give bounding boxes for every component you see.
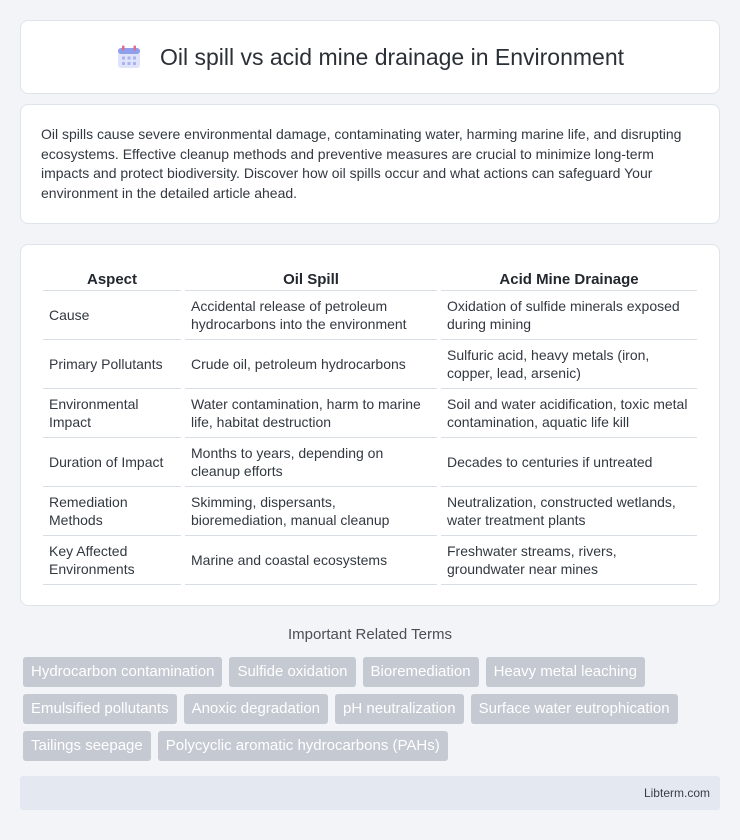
related-terms-section <box>20 626 720 761</box>
cell-aspect: Cause <box>43 291 181 340</box>
cell-acid-mine-drainage: Freshwater streams, rivers, groundwater near mines <box>441 536 697 585</box>
table-header-row <box>43 265 697 291</box>
tag-sulfide-oxidation[interactable]: Sulfide oxidation <box>229 657 355 687</box>
table-row <box>43 340 697 389</box>
cell-aspect: Environmental Impact <box>43 389 181 438</box>
cell-acid-mine-drainage: Sulfuric acid, heavy metals (iron, copper, lead, arsenic) <box>441 340 697 389</box>
cell-acid-mine-drainage: Neutralization, constructed wetlands, water treatment plants <box>441 487 697 536</box>
tag-hydrocarbon-contamination[interactable]: Hydrocarbon contamination <box>23 657 222 687</box>
cell-acid-mine-drainage: Decades to centuries if untreated <box>441 438 697 487</box>
cell-aspect: Primary Pollutants <box>43 340 181 389</box>
cell-acid-mine-drainage: Oxidation of sulfide minerals exposed during mining <box>441 291 697 340</box>
cell-oil-spill: Skimming, dispersants, bioremediation, manual cleanup <box>185 487 437 536</box>
table-row <box>43 438 697 487</box>
cell-acid-mine-drainage: Soil and water acidification, toxic metal contamination, aquatic life kill <box>441 389 697 438</box>
tag-surface-water-eutrophication[interactable]: Surface water eutrophication <box>471 694 678 724</box>
intro-card <box>20 104 720 224</box>
related-terms-tags <box>20 657 720 761</box>
cell-oil-spill: Crude oil, petroleum hydrocarbons <box>185 340 437 389</box>
header-oil-spill: Oil Spill <box>185 265 437 291</box>
tag-tailings-seepage[interactable]: Tailings seepage <box>23 731 151 761</box>
tag-pahs[interactable]: Polycyclic aromatic hydrocarbons (PAHs) <box>158 731 448 761</box>
comparison-table <box>39 265 701 585</box>
footer <box>20 776 720 810</box>
cell-oil-spill: Marine and coastal ecosystems <box>185 536 437 585</box>
page-title: Oil spill vs acid mine drainage in Environment <box>159 43 625 70</box>
cell-oil-spill: Accidental release of petroleum hydrocarbons into the environment <box>185 291 437 340</box>
related-terms-title: Important Related Terms <box>288 626 452 643</box>
cell-aspect: Key Affected Environments <box>43 536 181 585</box>
footer-site-link[interactable]: Libterm.com <box>643 786 710 800</box>
tag-heavy-metal-leaching[interactable]: Heavy metal leaching <box>486 657 645 687</box>
tag-emulsified-pollutants[interactable]: Emulsified pollutants <box>23 694 177 724</box>
calendar-icon <box>116 44 142 70</box>
comparison-table-card <box>20 244 720 606</box>
table-row <box>43 291 697 340</box>
title-card <box>20 20 720 94</box>
header-acid-mine-drainage: Acid Mine Drainage <box>441 265 697 291</box>
table-row <box>43 487 697 536</box>
cell-oil-spill: Water contamination, harm to marine life, habitat destruction <box>185 389 437 438</box>
cell-aspect: Duration of Impact <box>43 438 181 487</box>
header-aspect: Aspect <box>43 265 181 291</box>
tag-ph-neutralization[interactable]: pH neutralization <box>335 694 464 724</box>
table-row <box>43 389 697 438</box>
cell-aspect: Remediation Methods <box>43 487 181 536</box>
intro-text: Oil spills cause severe environmental damage, contaminating water, harming marine life, and disrupting ecosystems. Effective cleanup methods and preventive measures are crucial to minimize long-term impacts and protect biodiversity. Discover how oil spills occur and what actions can safeguard Your environment in the detailed article ahead. <box>41 126 682 201</box>
table-row <box>43 536 697 585</box>
tag-bioremediation[interactable]: Bioremediation <box>363 657 479 687</box>
tag-anoxic-degradation[interactable]: Anoxic degradation <box>184 694 328 724</box>
cell-oil-spill: Months to years, depending on cleanup efforts <box>185 438 437 487</box>
